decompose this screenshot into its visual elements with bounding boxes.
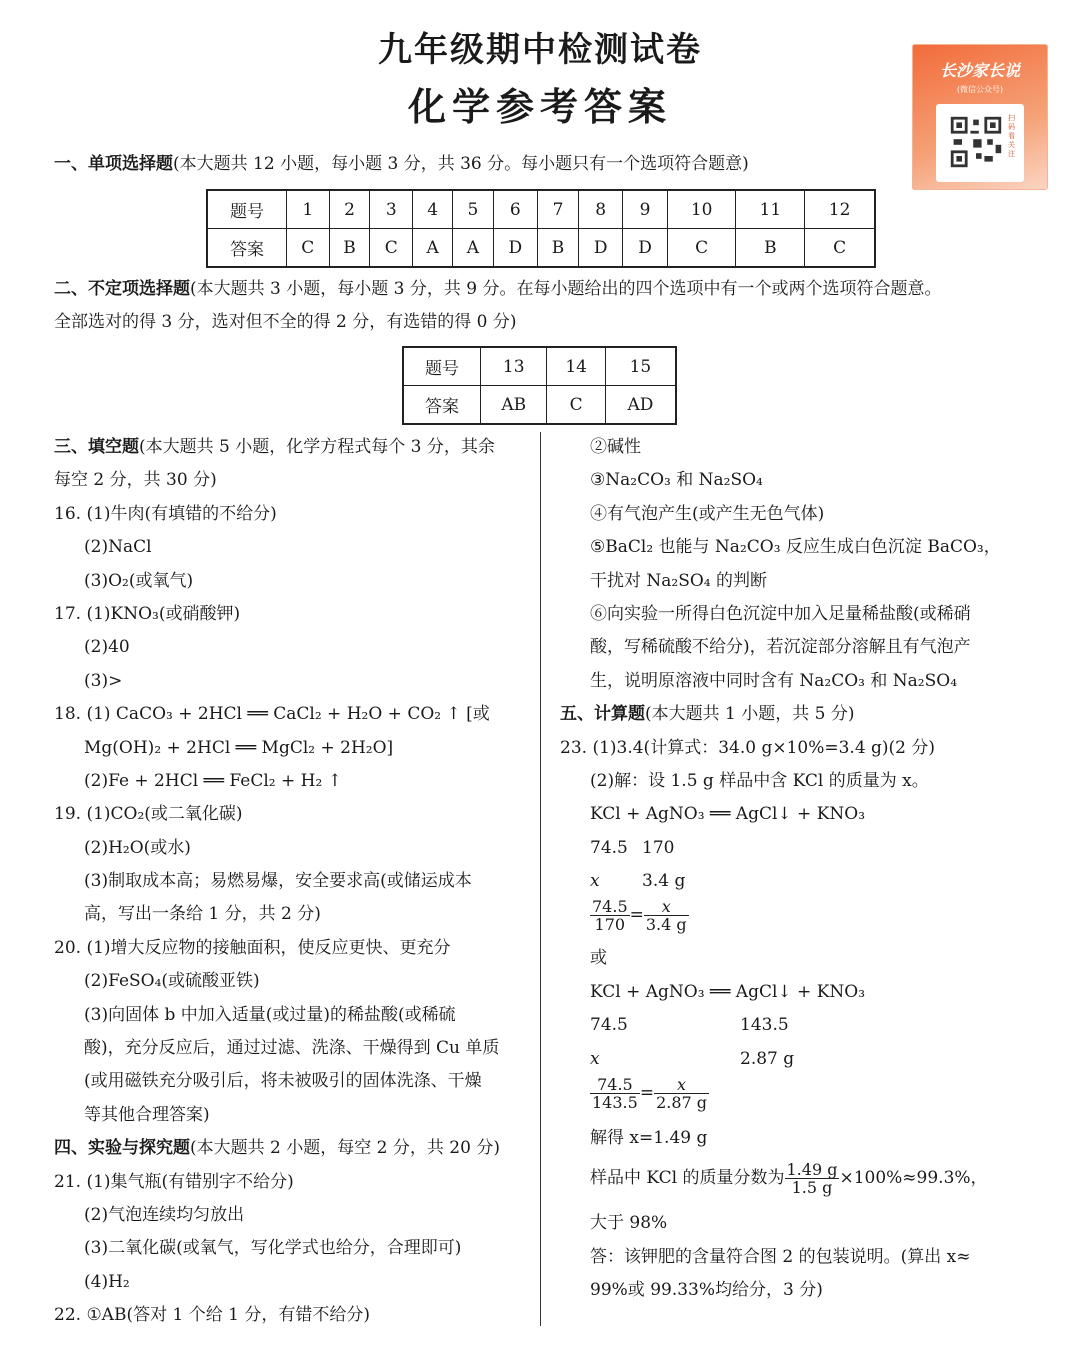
frac-num: x — [654, 1076, 709, 1094]
mass-row — [560, 832, 1050, 865]
ratio-line: $\frac{74.5}{143.5}$ = $\frac{x}{2.87 g}$ — [592, 1075, 708, 1113]
frac-num: 74.5 — [590, 1076, 640, 1094]
text-line: 酸，写稀硫酸不给分)，若沉淀部分溶解且有气泡产 — [590, 637, 971, 658]
frac-num: x — [644, 898, 689, 916]
part3-heading-line — [54, 431, 534, 464]
mass-value: 143.5 — [740, 1015, 789, 1036]
fraction — [590, 898, 630, 933]
text-line: (3)> — [84, 670, 123, 691]
var-value: x — [590, 1048, 600, 1069]
frac-den: 3.4 g — [645, 915, 687, 935]
text-line: Mg(OH)₂ + 2HCl ══ MgCl₂ + 2H₂O] — [84, 737, 394, 758]
table-cell: 15 — [605, 347, 676, 386]
fraction — [654, 1076, 709, 1111]
part3-desc: (本大题共 5 小题，化学方程式每个 3 分，其余 — [139, 437, 495, 457]
table-cell: 11 — [736, 190, 805, 229]
text-span: 样品中 KCl 的质量分数为 — [590, 1168, 785, 1189]
text-line: (2)H₂O(或水) — [84, 837, 191, 858]
text-line: 等其他合理答案) — [84, 1104, 210, 1125]
table-cell: 12 — [805, 190, 875, 229]
page-subtitle: 化学参考答案 — [407, 84, 672, 129]
table-cell: B — [538, 229, 579, 268]
right-column — [560, 431, 1050, 1308]
text-line: 18. (1) CaCO₃ + 2HCl ══ CaCl₂ + H₂O + CO₂ ↑ [或 — [54, 704, 490, 725]
var-row — [560, 1043, 1050, 1076]
part2-answer-table — [402, 346, 677, 425]
text-line: 答：该钾肥的含量符合图 2 的包装说明。(算出 x≈ — [590, 1246, 971, 1267]
part5-heading-line — [560, 698, 1050, 731]
table-cell: 9 — [623, 190, 667, 229]
row-label: 答案 — [403, 386, 481, 425]
table-cell: B — [329, 229, 370, 268]
table-cell: A — [453, 229, 493, 268]
page-title: 九年级期中检测试卷 — [378, 30, 702, 70]
text-line: (2)NaCl — [84, 537, 152, 558]
part5-desc: (本大题共 1 小题，共 5 分) — [645, 704, 855, 725]
part1-desc: (本大题共 12 小题，每小题 3 分，共 36 分。每小题只有一个选项符合题意) — [173, 154, 749, 174]
row-label: 题号 — [207, 190, 287, 229]
fraction — [785, 1161, 840, 1196]
table-cell: D — [623, 229, 667, 268]
table-row — [403, 386, 676, 425]
table-cell: C — [805, 229, 875, 268]
text-line: ③Na₂CO₃ 和 Na₂SO₄ — [590, 470, 763, 491]
var-value: x — [590, 871, 600, 892]
frac-num: 74.5 — [592, 897, 628, 917]
table-cell: AB — [481, 386, 547, 425]
table-cell: 5 — [453, 190, 493, 229]
text-span: ×100%≈99.3%， — [839, 1168, 988, 1189]
text-line: (2)Fe + 2HCl ══ FeCl₂ + H₂ ↑ — [84, 770, 342, 791]
percent-line — [560, 1155, 1050, 1207]
frac-den: 2.87 g — [656, 1093, 708, 1113]
part2-desc2: 全部选对的得 3 分，选对但不全的得 2 分，有选错的得 0 分) — [54, 312, 517, 332]
table-row — [207, 229, 875, 268]
text-line: (2)40 — [84, 637, 130, 658]
table-cell: 8 — [578, 190, 622, 229]
text-line: 17. (1)KNO₃(或硝酸钾) — [54, 603, 241, 624]
text-line: 99%或 99.33%均给分，3 分) — [590, 1280, 823, 1301]
ratio-line: $\frac{74.5}{170}$ = $\frac{x}{3.4 g}$ — [592, 897, 687, 935]
text-line: ②碱性 — [590, 437, 641, 457]
scan-hint: 扫码看关注 — [1008, 114, 1015, 158]
table-cell: 1 — [287, 190, 330, 229]
part2-heading-line — [54, 273, 942, 306]
part5-heading: 五、计算题 — [560, 704, 645, 725]
text-line: (3)向固体 b 中加入适量(或过量)的稀盐酸(或稀硫 — [84, 1004, 456, 1025]
text-line: 每空 2 分，共 30 分) — [54, 470, 217, 491]
text-line: 解得 x=1.49 g — [590, 1128, 708, 1149]
text-line: (2)FeSO₄(或硫酸亚铁) — [84, 971, 260, 992]
var-value: 3.4 g — [642, 871, 686, 892]
part1-answer-table — [206, 189, 876, 268]
fraction — [590, 1076, 640, 1111]
part1-heading: 一、单项选择题 — [54, 154, 173, 174]
text-line: (3)二氧化碳(或氧气，写化学式也给分，合理即可) — [84, 1238, 462, 1259]
brand-logo — [912, 44, 1048, 190]
table-cell: 7 — [538, 190, 579, 229]
part3-heading: 三、填空题 — [54, 437, 139, 457]
table-cell: AD — [605, 386, 676, 425]
table-cell: C — [667, 229, 736, 268]
table-row — [207, 190, 875, 229]
part2-heading: 二、不定项选择题 — [54, 279, 190, 299]
var-row — [560, 865, 1050, 898]
text-line: 生，说明原溶液中同时含有 Na₂CO₃ 和 Na₂SO₄ — [590, 670, 958, 691]
table-cell: 13 — [481, 347, 547, 386]
text-line: 22. ①AB(答对 1 个给 1 分，有错不给分) — [54, 1305, 370, 1326]
text-line: (2)气泡连续均匀放出 — [84, 1204, 245, 1225]
equation-line: KCl + AgNO₃ ══ AgCl↓ + KNO₃ — [590, 981, 866, 1002]
row-label: 答案 — [207, 229, 287, 268]
brand-sub: (微信公众号) — [956, 85, 1004, 94]
table-cell: 6 — [493, 190, 537, 229]
text-line: ⑤BaCl₂ 也能与 Na₂CO₃ 反应生成白色沉淀 BaCO₃， — [590, 537, 1001, 558]
part2-desc: (本大题共 3 小题，每小题 3 分，共 9 分。在每小题给出的四个选项中有一个或两个选项符合题意。 — [190, 279, 942, 299]
part4-heading-line — [54, 1132, 534, 1165]
mass-value: 170 — [642, 837, 675, 858]
text-line: 19. (1)CO₂(或二氧化碳) — [54, 804, 243, 825]
frac-den: 143.5 — [592, 1093, 638, 1113]
text-line: 21. (1)集气瓶(有错别字不给分) — [54, 1171, 294, 1192]
frac-den: 170 — [594, 915, 626, 935]
fraction — [644, 898, 689, 933]
text-line: (2)解：设 1.5 g 样品中含 KCl 的质量为 x。 — [590, 770, 929, 791]
mass-value: 74.5 — [590, 837, 628, 858]
mass-value: 74.5 — [590, 1015, 628, 1036]
part1-heading-line — [54, 148, 749, 181]
text-line: (3)制取成本高；易燃易爆，安全要求高(或储运成本 — [84, 871, 472, 892]
table-cell: 14 — [547, 347, 605, 386]
table-cell: C — [287, 229, 330, 268]
table-row — [403, 347, 676, 386]
part4-heading: 四、实验与探究题 — [54, 1138, 190, 1159]
qr-code-icon — [948, 112, 1004, 172]
table-cell: 10 — [667, 190, 736, 229]
frac-num: 1.49 g — [786, 1160, 838, 1180]
equation-line: KCl + AgNO₃ ══ AgCl↓ + KNO₃ — [590, 804, 866, 825]
left-column — [54, 431, 534, 1333]
text-line: (4)H₂ — [84, 1271, 130, 1292]
table-cell: 4 — [412, 190, 452, 229]
table-cell: A — [412, 229, 452, 268]
table-cell: C — [547, 386, 605, 425]
text-line: (3)O₂(或氧气) — [84, 570, 194, 591]
text-line: ⑥向实验一所得白色沉淀中加入足量稀盐酸(或稀硝 — [590, 603, 971, 624]
frac-den: 1.5 g — [791, 1178, 833, 1198]
text-line: 酸)，充分反应后，通过过滤、洗涤、干燥得到 Cu 单质 — [84, 1038, 500, 1059]
table-cell: D — [493, 229, 537, 268]
text-line: 16. (1)牛肉(有填错的不给分) — [54, 503, 277, 524]
table-cell: B — [736, 229, 805, 268]
text-line: 干扰对 Na₂SO₄ 的判断 — [590, 570, 768, 591]
row-label: 题号 — [403, 347, 481, 386]
text-line: (或用磁铁充分吸引后，将未被吸引的固体洗涤、干燥 — [84, 1071, 482, 1092]
table-cell: 2 — [329, 190, 370, 229]
text-line: 高，写出一条给 1 分，共 2 分) — [84, 904, 321, 925]
var-value: 2.87 g — [740, 1048, 795, 1069]
text-line: 20. (1)增大反应物的接触面积，使反应更快、更充分 — [54, 937, 451, 958]
brand-name: 长沙家长说 — [939, 61, 1020, 80]
part4-desc: (本大题共 2 小题，每空 2 分，共 20 分) — [190, 1138, 500, 1159]
table-cell: 3 — [370, 190, 413, 229]
text-line: ④有气泡产生(或产生无色气体) — [590, 503, 825, 524]
text-line: 23. (1)3.4(计算式：34.0 g×10%=3.4 g)(2 分) — [560, 737, 936, 758]
column-divider — [540, 432, 541, 1326]
table-cell: D — [578, 229, 622, 268]
text-line: 大于 98% — [590, 1213, 668, 1234]
mass-row — [560, 1009, 1050, 1042]
text-line: 或 — [590, 948, 607, 969]
table-cell: C — [370, 229, 413, 268]
